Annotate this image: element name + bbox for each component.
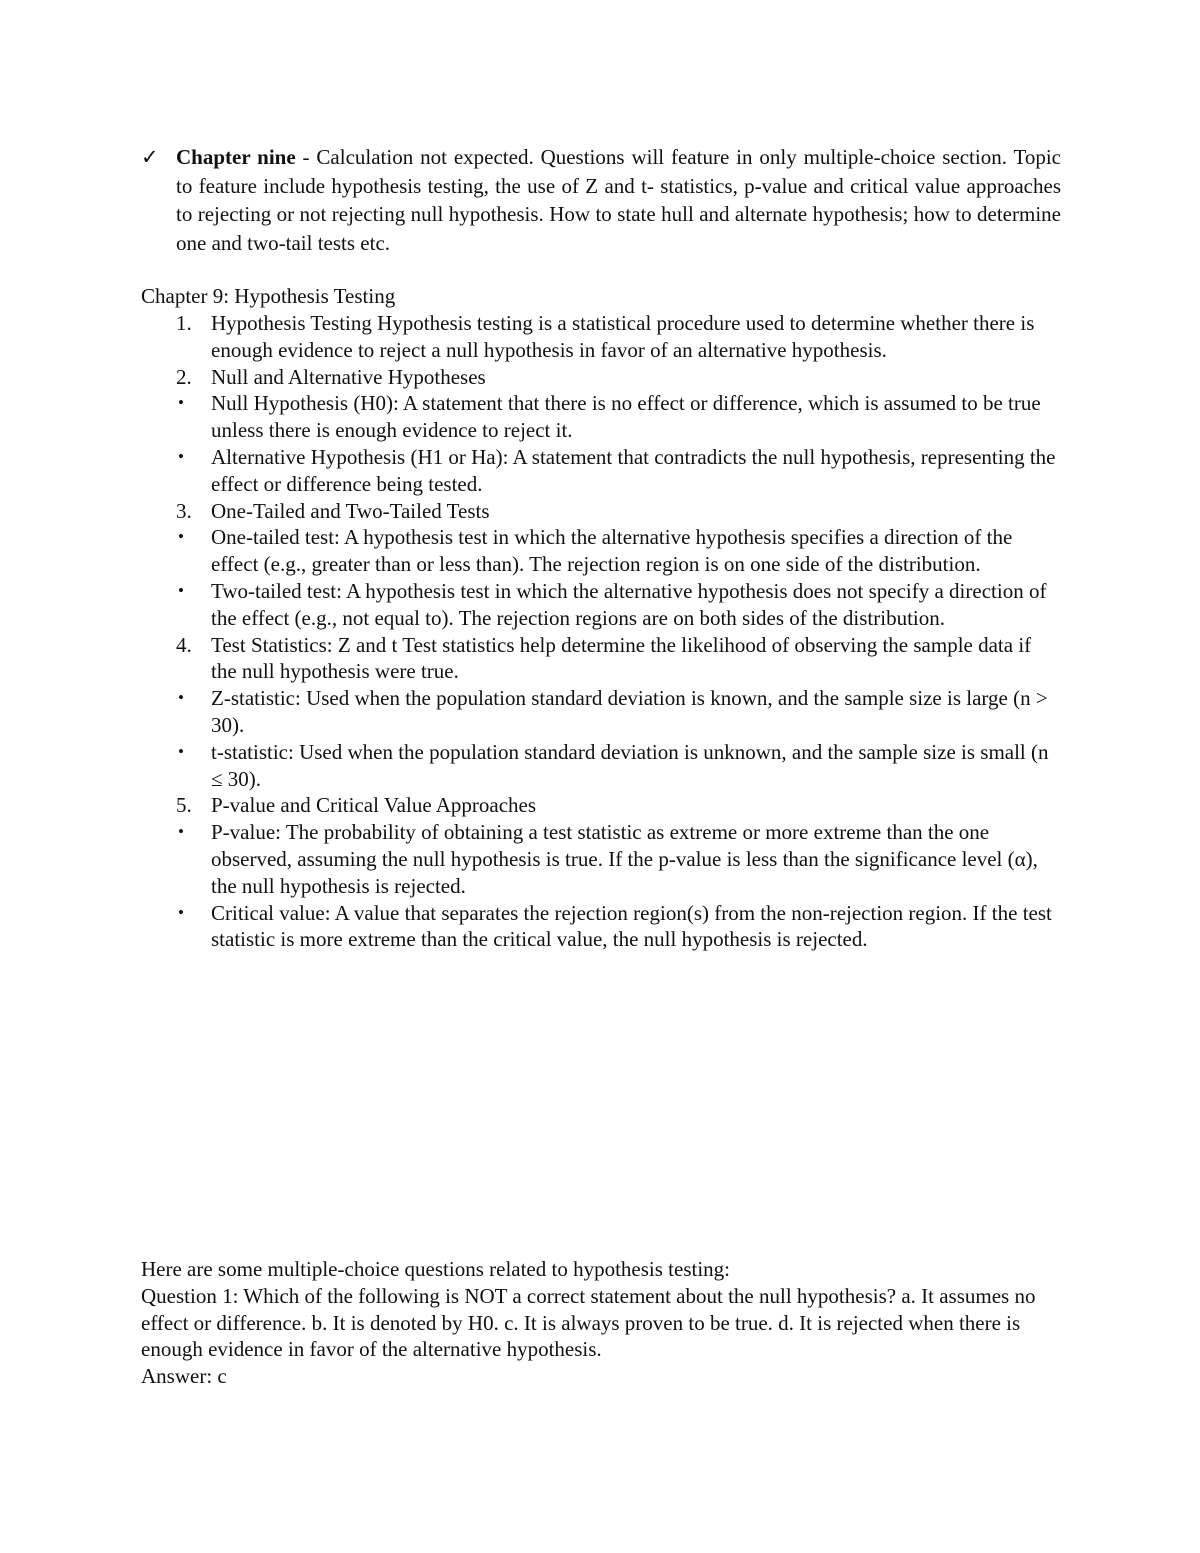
outline-item <box>141 685 1061 739</box>
list-item-text: One-Tailed and Two-Tailed Tests <box>211 498 490 523</box>
question-1: Question 1: Which of the following is NOT a correct statement about the null hypothesis? a. It assumes no effect or difference. b. It is denoted by H0. c. It is always proven to be true. d. It is rejected when there is enough evidence in favor of the alternative hypothesis. <box>141 1283 1036 1362</box>
bullet-icon: • <box>178 741 184 761</box>
list-item-text: One-tailed test: A hypothesis test in which the alternative hypothesis specifies a direction of the effect (e.g., greater than or less than). The rejection region is on one side of the distribution. <box>211 525 1013 577</box>
list-item-text: Critical value: A value that separates the rejection region(s) from the non-rejection region. If the test statistic is more extreme than the critical value, the null hypothesis is rejected. <box>211 900 1052 952</box>
check-mark-icon: ✓ <box>141 145 159 169</box>
bullet-icon: • <box>178 822 184 842</box>
list-number: 3. <box>176 498 192 523</box>
list-item-text: P-value: The probability of obtaining a test statistic as extreme or more extreme than the one observed, assuming the null hypothesis is true. If the p-value is less than the significance level (α), the null hypothesis is rejected. <box>211 820 1038 898</box>
outline-item <box>141 819 1061 899</box>
chapter-nine-note <box>141 143 1061 257</box>
outline-item <box>141 524 1061 578</box>
answer-1: Answer: c <box>141 1364 227 1389</box>
outline-item <box>141 444 1061 498</box>
list-item-text: Null Hypothesis (H0): A statement that there is no effect or difference, which is assumed to be true unless there is enough evidence to reject it. <box>211 391 1041 443</box>
bullet-icon: • <box>178 580 184 600</box>
list-item-text: Z-statistic: Used when the population standard deviation is known, and the sample size is large (n > 30). <box>211 686 1048 737</box>
chapter-nine-description: - Calculation not expected. Questions will feature in only multiple-choice section. Topic to feature include hypothesis testing, the use of Z and t- statistics, p-value and critical value approaches to rejecting or not rejecting null hypothesis. How to state hull and alternate hypothesis; how to determine one and two-tail tests etc. <box>176 145 1061 255</box>
list-number: 1. <box>176 311 192 335</box>
questions-section <box>141 1256 1041 1390</box>
outline-item <box>141 632 1061 686</box>
list-number: 2. <box>176 364 192 389</box>
chapter-heading: Chapter 9: Hypothesis Testing <box>141 284 396 308</box>
list-item-text: P-value and Critical Value Approaches <box>211 793 537 818</box>
list-item-text: t-statistic: Used when the population standard deviation is unknown, and the sample size is small (n ≤ 30). <box>211 739 1049 791</box>
outline-item <box>141 578 1061 632</box>
list-number: 5. <box>176 793 192 818</box>
outline-item <box>141 739 1061 793</box>
bullet-icon: • <box>178 688 184 708</box>
list-number: 4. <box>176 632 192 657</box>
chapter-nine-text <box>176 143 1061 257</box>
bullet-icon: • <box>178 902 184 922</box>
bullet-icon: • <box>178 393 184 413</box>
outline-item <box>141 792 1061 819</box>
bullet-icon: • <box>178 527 184 547</box>
questions-intro: Here are some multiple-choice questions related to hypothesis testing: <box>141 1257 731 1281</box>
chapter-nine-bold-lead: Chapter nine <box>176 145 296 169</box>
list-item-text: Null and Alternative Hypotheses <box>211 364 486 389</box>
list-item-text: Two-tailed test: A hypothesis test in which the alternative hypothesis does not specify a direction of the effect (e.g., not equal to). The rejection regions are on both sides of the distribution. <box>211 578 1047 630</box>
outline-item <box>141 364 1061 391</box>
outline-item <box>141 900 1061 954</box>
list-item-text: Alternative Hypothesis (H1 or Ha): A statement that contradicts the null hypothesis, representing the effect or difference being tested. <box>211 444 1056 496</box>
outline-item <box>141 310 1061 364</box>
outline-list <box>141 310 1061 953</box>
bullet-icon: • <box>178 446 184 466</box>
list-item-text: Test Statistics: Z and t Test statistics help determine the likelihood of observing the sample data if the null hypothesis were true. <box>211 632 1032 684</box>
outline-item <box>141 390 1061 444</box>
list-item-text: Hypothesis Testing Hypothesis testing is a statistical procedure used to determine whether there is enough evidence to reject a null hypothesis in favor of an alternative hypothesis. <box>211 311 1035 362</box>
outline-item <box>141 498 1061 525</box>
